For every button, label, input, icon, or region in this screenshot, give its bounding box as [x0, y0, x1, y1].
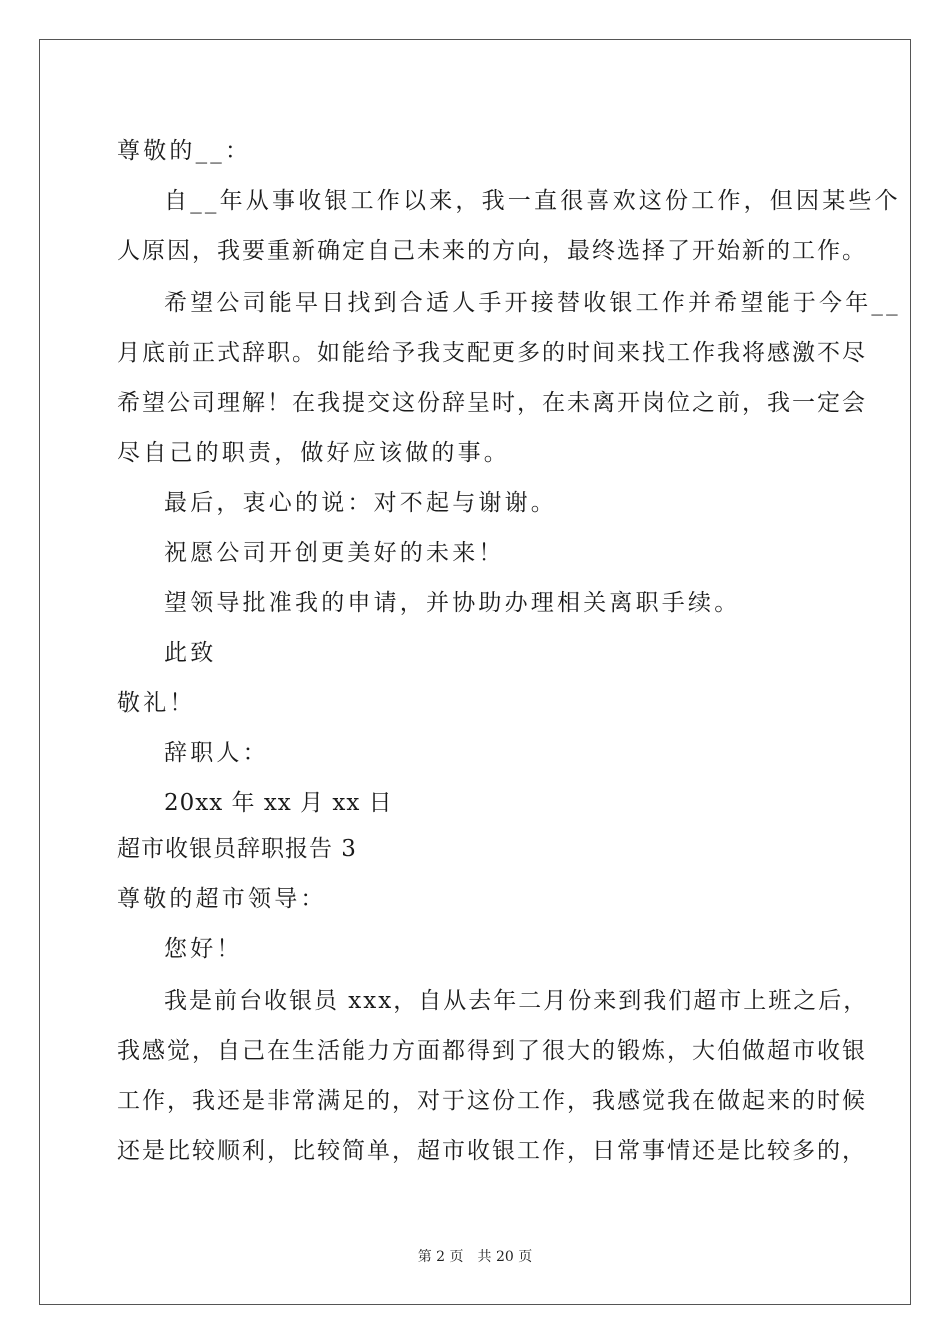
paragraph-line: 自__年从事收银工作以来，我一直很喜欢这份工作，但因某些个: [164, 188, 901, 214]
paragraph-line: 祝愿公司开创更美好的未来！: [164, 540, 505, 566]
page-total: 共 20 页: [477, 1249, 533, 1265]
salutation: 尊敬的超市领导：: [117, 886, 327, 912]
page-footer: [0, 1248, 950, 1266]
paragraph-line: 最后，衷心的说：对不起与谢谢。: [164, 490, 557, 516]
paragraph-line: 我感觉，自己在生活能力方面都得到了很大的锻炼，大伯做超市收银: [117, 1038, 867, 1064]
paragraph-line: 我是前台收银员 xxx，自从去年二月份来到我们超市上班之后，: [164, 988, 869, 1014]
paragraph-line: 望领导批准我的申请，并协助办理相关离职手续。: [164, 590, 741, 616]
paragraph-line: 月底前正式辞职。如能给予我支配更多的时间来找工作我将感激不尽: [117, 340, 867, 366]
section-title: 超市收银员辞职报告 3: [117, 836, 357, 862]
closing-salute: 敬礼！: [117, 690, 196, 716]
salutation: 尊敬的__：: [117, 138, 252, 164]
paragraph-line: 人原因，我要重新确定自己未来的方向，最终选择了开始新的工作。: [117, 238, 867, 264]
paragraph-line: 工作，我还是非常满足的，对于这份工作，我感觉我在做起来的时候: [117, 1088, 867, 1114]
greeting: 您好！: [164, 936, 243, 962]
page-number: 第 2 页: [417, 1249, 464, 1265]
paragraph-line: 尽自己的职责，做好应该做的事。: [117, 440, 510, 466]
paragraph-line: 希望公司能早日找到合适人手开接替收银工作并希望能于今年__: [164, 290, 901, 316]
paragraph-line: 希望公司理解！在我提交这份辞呈时，在未离开岗位之前，我一定会: [117, 390, 867, 416]
closing-line: 此致: [164, 640, 217, 666]
date-line: 20xx 年 xx 月 xx 日: [164, 790, 393, 816]
signature-label: 辞职人：: [164, 740, 269, 766]
paragraph-line: 还是比较顺利，比较简单，超市收银工作，日常事情还是比较多的，: [117, 1138, 867, 1164]
